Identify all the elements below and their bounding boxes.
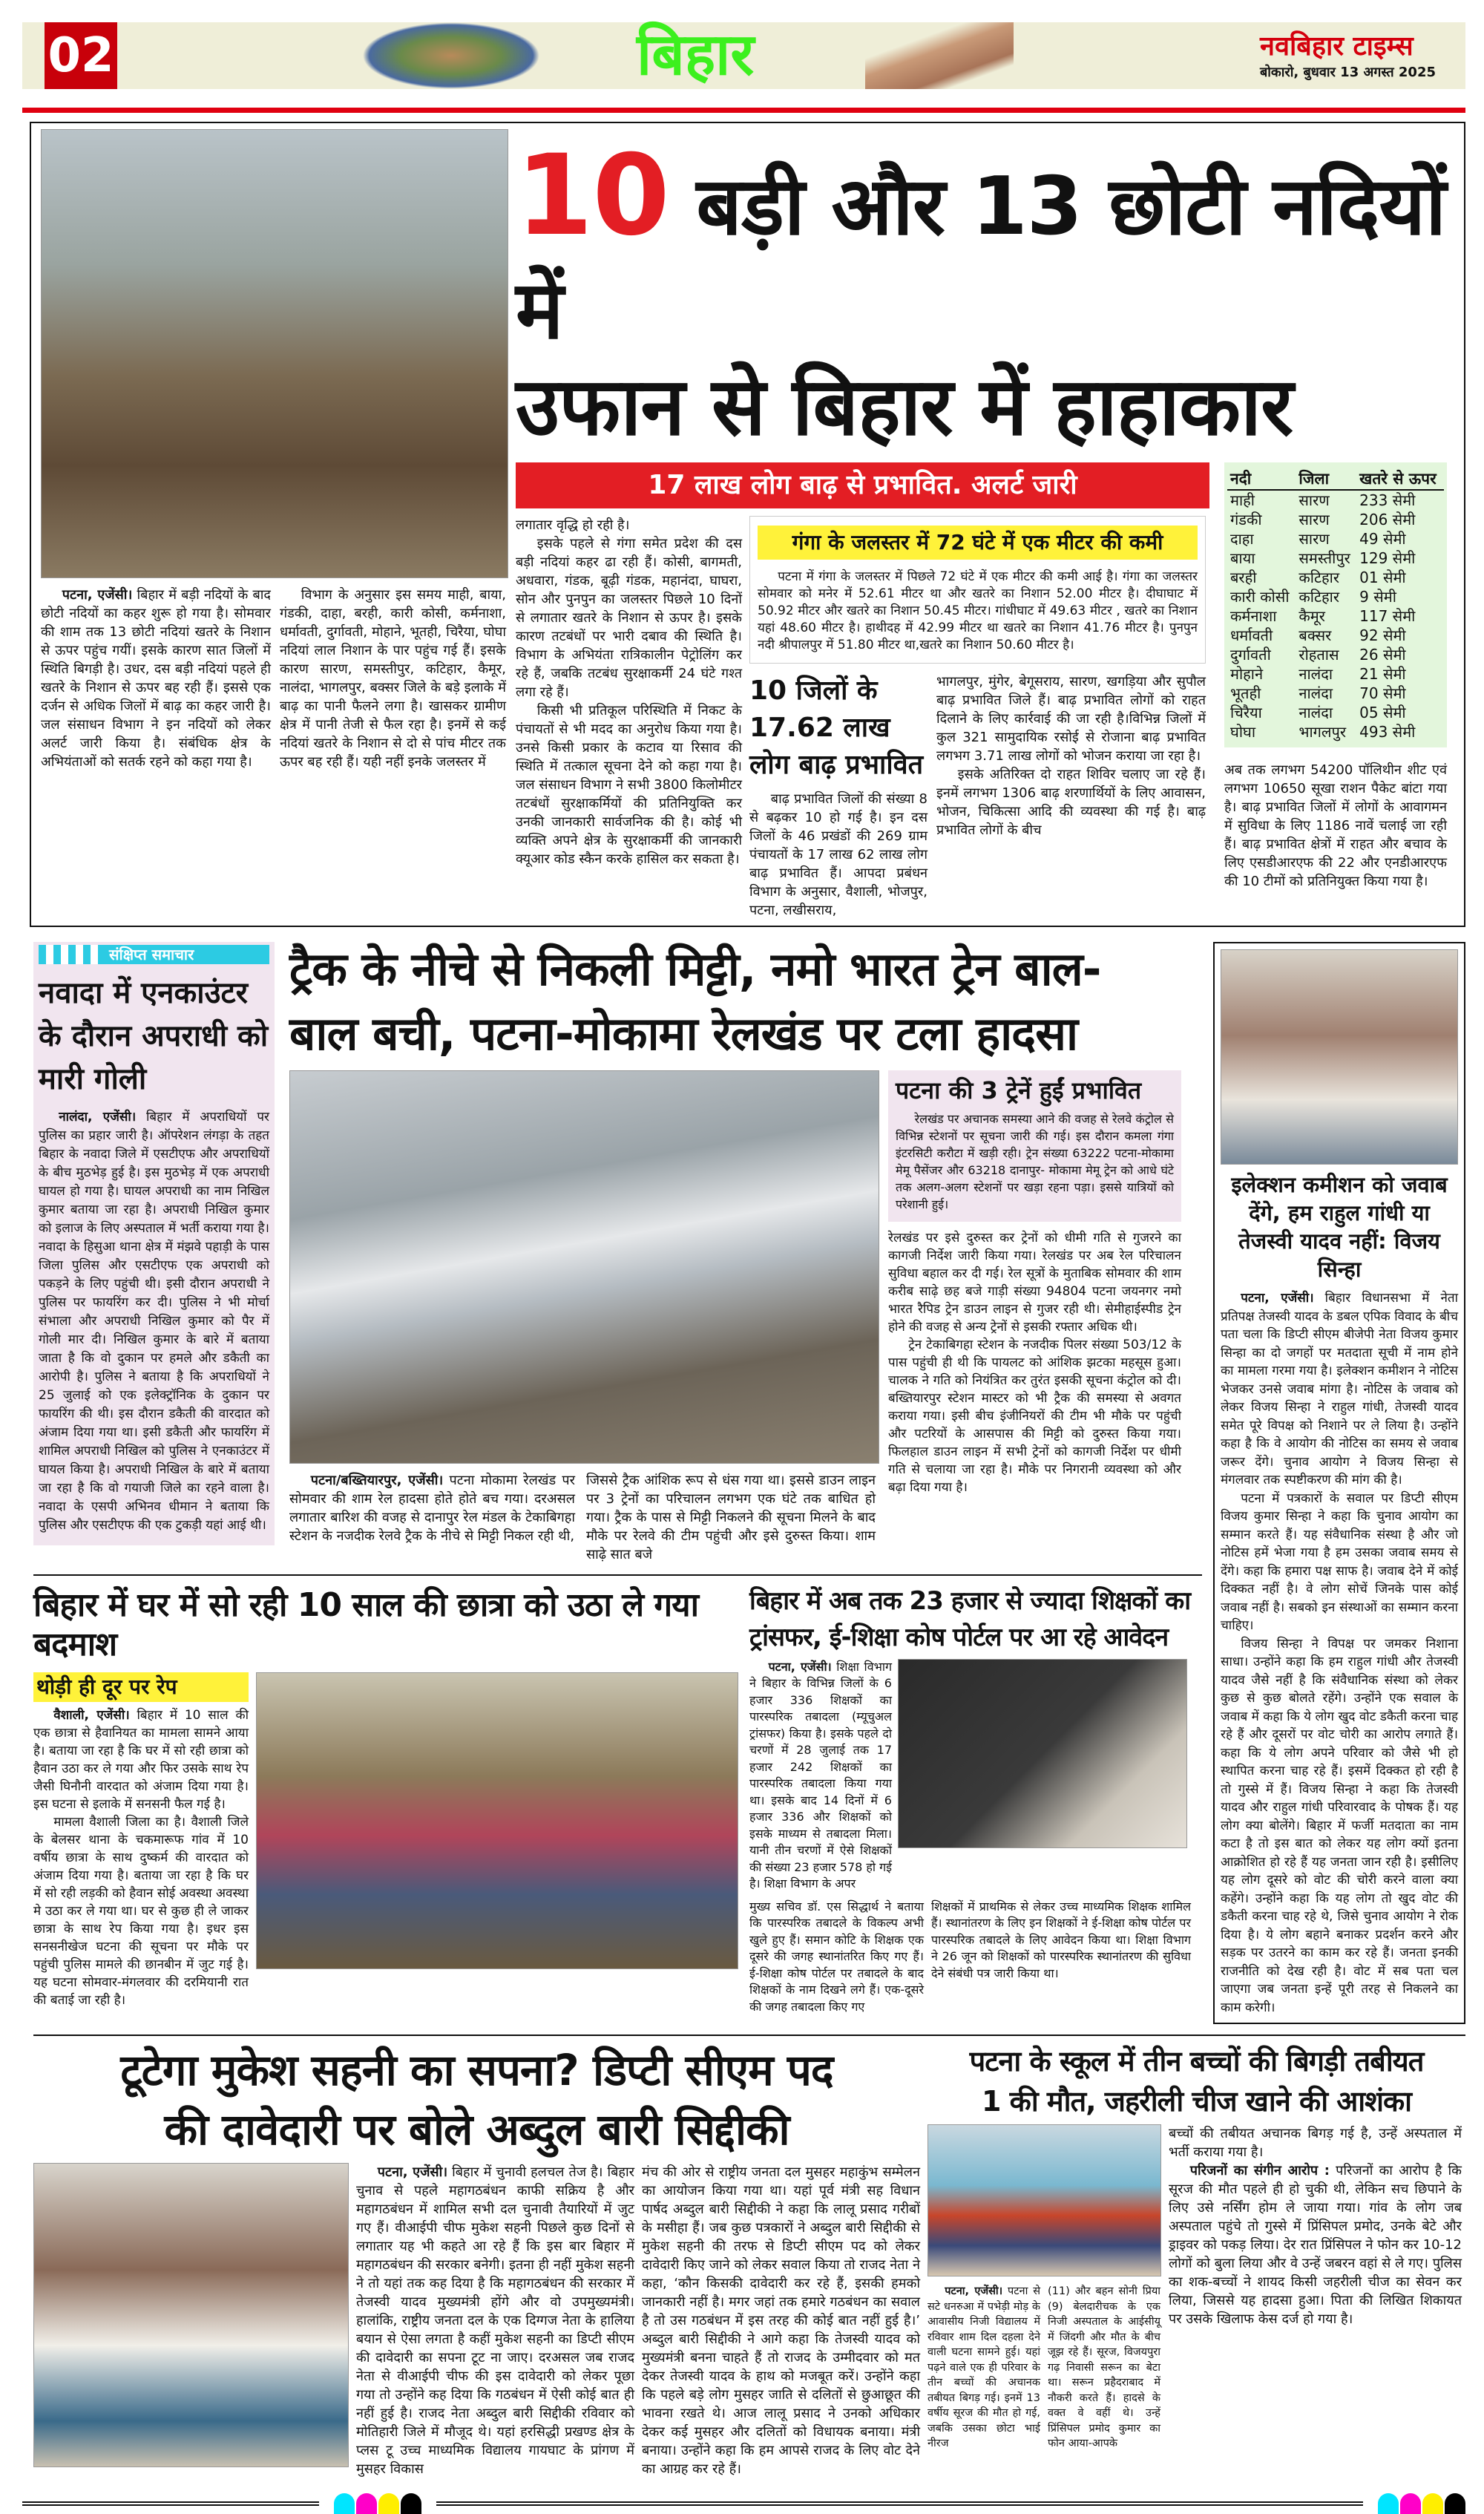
brief-news-column	[33, 942, 275, 1545]
header-band	[22, 22, 1465, 89]
brief-stripes	[46, 945, 98, 964]
table-row	[1227, 645, 1444, 664]
sinha-text: पटना में पत्रकारों के सवाल पर डिप्टी सीएम विजय कुमार सिन्हा ने कहा कि चुनाव आयोग का सम्मान करते हैं। यह संवैधानिक संस्था है और जो नोटिस हमें भेजा गया है हम उसका जवाब समय से देंगे। कहा कि हमारा पक्ष साफ है। जवाब देने में कोई दिक्कत नहीं है। वे लोग सोचें जिनके पास कोई जवाब नहीं है। सबको इन संस्थाओं का सम्मान करना चाहिए।	[1221, 1490, 1458, 1634]
cell-above-danger: 49 सेमी	[1359, 530, 1406, 549]
brief-label-text: संक्षिप्त समाचार	[109, 946, 194, 964]
table-row	[1227, 587, 1444, 606]
sahni-headline-line2: की दावेदारी पर बोले अब्दुल बारी सिद्दीकी	[164, 2104, 789, 2155]
train-col-2: जिससे ट्रैक आंशिक रूप से धंस गया था। इससे डाउन लाइन पर 3 ट्रेनों का परिचालन लगभग एक घंटे तक बाधित हो गया। ट्रैक के पास से मिट्टी निकलने की सूचना मिलने के बाद मौके पर रेलवे की टीम पहुंची और इसे दुरुस्त किया। शाम साढ़े सात बजे	[586, 1472, 876, 1562]
river-danger-table	[1227, 468, 1444, 742]
dateline: पटना/बख्तियारपुर, एजेंसी।	[310, 1472, 444, 1488]
school-text: पटना से सटे धनरुआ में पभेड़ी मोड़ के आवासीय निजी विद्यालय में रविवार शाम दिल दहला देने वाली घटना सामने हुई। यहां पढ़ने वाले एक ही परिवार के तीन बच्चों की अचानक तबीयत बिगड़ गई। इनमें 13 वर्षीय सूरज की मौत हो गई, जबकि उसका छोटा भाई नीरज	[928, 2285, 1040, 2450]
cell-river: बाया	[1230, 549, 1255, 568]
ganga-box-text: पटना में गंगा के जलस्तर में पिछले 72 घंटे में एक मीटर की कमी आई है। गंगा का जलस्तर सोमवार को मनेर में 52.61 मीटर था और खतरे का निशान 52.00 मीटर है। दीघाघाट में 50.92 मीटर और खतरे का निशान 50.45 मीटर। गांधीघाट में 49.63 मीटर , खतरे का निशान यहां 48.60 मीटर है। हाथीदह में 42.99 मीटर था खतरे का निशान 41.76 मीटर है। पुनपुन नदी श्रीपालपुर में 51.80 मीटर था,खतरे का निशान 50.60 मीटर है।	[758, 569, 1198, 653]
cell-river: धर्मावती	[1230, 626, 1273, 645]
flood-headline-line2: उफान से बिहार में हाहाकार	[516, 360, 1293, 454]
sinha-story-box	[1213, 942, 1465, 2024]
relief-text: अब तक लगभग 54200 पॉलिथीन शीट एवं लगभग 10650 सूखा राशन पैकेट बांटा गया है। बाढ़ प्रभावित जिलों में लोगों के आवागमन में सुविधा के लिए 1186 नावें चलाई जा रही हैं। बाढ़ प्रभावित क्षेत्रों में राहत और बचाव के लिए एसडीआरएफ की 22 और एनडीआरएफ की 10 टीमों को प्रतिनियुक्त किया गया है।	[1224, 762, 1447, 890]
header-red-rule	[22, 108, 1465, 113]
teachers-col-1	[749, 1659, 892, 1893]
flood-col-2: विभाग के अनुसार इस समय माही, बाया, गंडकी, दाहा, बरही, कारी कोसी, कर्मनाशा, धर्मावती, दुर्गावती, मोहाने, भूतही, चिरैया, घोघा नदियां लाल निशान के पार पहुंच गई हैं। इसके कारण सारण, समस्तीपुर, कटिहार, कैमूर, नालंदा, भागलपुर, बक्सर जिले के बड़े इलाके में बाढ़ का पानी फैलने लगा है। खासकर ग्रामीण क्षेत्र में पानी तेजी से फैल रहा है। इनमें से कई नदियां खतरे के निशान से दो से पांच मीटर तक ऊपर बह रही हैं। यही नहीं इनके जलस्तर में	[280, 587, 506, 770]
teachers-text: शिक्षा विभाग ने बिहार के विभिन्न जिलों के 6 हजार 336 शिक्षकों का पारस्परिक तबादला (म्यूचुअल ट्रांसफर) किया है। इसके पहले दो चरणों में 28 जुलाई तक 17 हजार 242 शिक्षकों का पारस्परिक तबादला किया गया था। इसके बाद 14 दिनों में 6 हजार 336 और शिक्षकों को इसके माध्यम से तबादला मिला। यानी तीन चरणों में ऐसे शिक्षकों की संख्या 23 हजार 578 हो गई है। शिक्षा विभाग के अपर	[749, 1659, 893, 1891]
flood-col-1	[41, 586, 271, 771]
flood-headline-number: 10	[516, 131, 669, 261]
flood-headline	[516, 129, 1454, 455]
cell-river: भूतही	[1230, 684, 1261, 703]
cmyk-registration-marks	[1378, 2493, 1465, 2514]
cell-district: भागलपुर	[1298, 723, 1347, 742]
flood-text: किसी भी प्रतिकूल परिस्थिति में निकट के पंचायतों से भी मदद का अनुरोध किया गया है। उनसे किसी प्रकार के कटाव या रिसाव की स्थिति में तत्काल सूचना देने को कहा गया है। जल संसाधन विभाग ने सभी 3800 किलोमीटर तटबंधों सुरक्षाकर्मियों की प्रतिनियुक्ति कर उनकी जानकारी सार्वजनिक की है। कोई भी व्यक्ति अपने क्षेत्र के सुरक्षाकर्मी की जानकारी क्यूआर कोड स्कैन करके हासिल कर सकता है।	[516, 703, 742, 868]
river-danger-table-box	[1224, 462, 1447, 747]
flood-headline-line1: बड़ी और 13 छोटी नदियों में	[516, 160, 1446, 357]
flood-story-box	[30, 122, 1465, 927]
vaishali-text: मामला वैशाली जिला का है। वैशाली जिले के बेलसर थाना के चकमारूफ गांव में 10 वर्षीय छात्रा के साथ दुष्कर्म की वारदात को अंजाम दिया गया है। बताया जा रहा है कि घर में सो रही लड़की को हैवान सोई अवस्था अवस्था मे उठा कर ले गया था। घर से कुछ ही ले जाकर छात्रा के साथ रेप किया गया है। इधर इस सनसनीखेज घटना की सूचना पर मौके पर पहुंची पुलिस मामले की छानबीन में जुट गई है। यह घटना सोमवार-मंगलवार की दरमियानी रात की बताई जा रही है।	[33, 1814, 249, 2008]
districts-col-2	[936, 672, 1206, 839]
brief-text: बिहार में अपराधियों पर पुलिस का प्रहार जारी है। ऑपरेशन लंगड़ा के तहत बिहार के नवादा जिले में एसटीएफ और अपराधियों के बीच मुठभेड़ हुई है। इस मुठभेड़ में एक अपराधी घायल हो गया है। घायल अपराधी का नाम निखिल कुमार बताया जा रहा है। अपराधी निखिल कुमार को इलाज के लिए अस्पताल में भर्ती कराया गया है। नवादा के हिसुआ थाना क्षेत्र में मंझवे पहाड़ी के पास जिला पुलिस और एसटीएफ एक अपराधी को पकड़ने के लिए पहुंची थी। इसी दौरान अपराधी ने पुलिस पर फायरिंग कर दी। पुलिस ने भी मोर्चा संभाला और अपराधी निखिल कुमार को पैर में गोली मार दी। निखिल कुमार के बारे में बताया जाता है कि वो दुकान पर हमले और डकैती का आरोपी है। पुलिस ने बताया है कि अपराधियों ने 25 जुलाई को एक इलेक्ट्रॉनिक के दुकान पर फायरिंग की थी। इस दौरान डकैती की वारदात को अंजाम दिया गया था। इसी डकैती और फायरिंग में शामिल अपराधी निखिल को पुलिस ने एनकाउंटर में घायल किया है। अपराधी निखिल के बारे में बताया जा रहा है कि वो गयाजी जिले का रहने वाला है। नवादा के एसपी अभिनव धीमान ने बताया कि पुलिस और एसटीएफ की एक टुकड़ी यहां आई थी।	[39, 1110, 269, 1533]
table-row	[1227, 510, 1444, 529]
section-title: बिहार	[637, 22, 755, 89]
table-row	[1227, 529, 1444, 549]
blackboard-teacher-photo	[898, 1659, 1187, 1848]
cell-above-danger: 92 सेमी	[1359, 626, 1406, 645]
teachers-col-1b: मुख्य सचिव डॉ. एस सिद्धार्थ ने बताया कि पारस्परिक तबादले के विकल्प अभी खुले हुए हैं। समान कोटि के शिक्षक एक दूसरे की जगह स्थानांतरित किए गए हैं। ई-शिक्षा कोष पोर्टल पर तबादले के बाद शिक्षकों के नाम दिखने लगे हैं। एक-दूसरे की जगह तबादला किए गए	[749, 1899, 924, 2014]
vaishali-village-photo	[256, 1672, 738, 1969]
dateline: पटना, एजेंसी।	[62, 587, 133, 603]
table-row	[1227, 703, 1444, 722]
cell-district: सारण	[1298, 530, 1330, 549]
school-col-3	[1169, 2124, 1462, 2328]
cell-district: समस्तीपुर	[1298, 549, 1350, 568]
cell-river: माही	[1230, 491, 1255, 510]
dateline: पटना, एजेंसी।	[768, 1659, 832, 1674]
train-sidebar-title: पटना की 3 ट्रेनें हुईं प्रभावित	[896, 1076, 1142, 1104]
cell-river: घोघा	[1230, 723, 1255, 742]
divider	[33, 1574, 1202, 1576]
districts-text: भागलपुर, मुंगेर, बेगूसराय, सारण, खगड़िया और सुपौल बाढ़ प्रभावित जिले हैं। बाढ़ प्रभावित लोगों को राहत दिलाने के लिए कार्रवाई की जा रही है।विभिन्न जिलों में कुल 321 सामुदायिक रसोई से रोजाना बाढ़ प्रभावित लगभग 3.71 लाख लोगों को भोजन कराया जा रहा है।	[936, 674, 1206, 765]
sinha-text: बिहार विधानसभा में नेता प्रतिपक्ष तेजस्वी यादव के डबल एपिक विवाद के बीच पता चला कि डिप्टी सीएम बीजेपी नेता विजय कुमार सिन्हा का दो जगहों पर मतदाता सूची में नाम होने का मामला गरमा गया है। इलेक्शन कमीशन ने नोटिस भेजकर उनसे जवाब मांगा है। नोटिस के जवाब को लेकर विजय सिन्हा ने राहुल गांधी, तेजस्वी यादव समेत पूरे विपक्ष को निशाने पर ले लिया है। उन्होंने कहा है कि वे आयोग की नोटिस का समय से जवाब जरूर देंगे। चुनाव आयोग ने विजय सिन्हा से मंगलवार तक स्पष्टीकरण की मांग की है।	[1221, 1291, 1458, 1488]
school-subhead: परिजनों का संगीन आरोप :	[1189, 2163, 1330, 2179]
dateline: वैशाली, एजेंसी।	[53, 1707, 130, 1723]
school-headline-line1: पटना के स्कूल में तीन बच्चों की बिगड़ी तबीयत	[969, 2045, 1424, 2078]
bottom-rule	[436, 2501, 1363, 2506]
table-row	[1227, 606, 1444, 626]
train-headline-line1: ट्रैक के नीचे से निकली मिट्टी, नमो भारत ट्रेन बाल-	[289, 942, 1101, 997]
cell-above-danger: 9 सेमी	[1359, 588, 1396, 606]
cell-district: सारण	[1298, 511, 1330, 529]
dateline: पटना, एजेंसी।	[377, 2164, 448, 2181]
page-number: 02	[45, 22, 117, 89]
cell-river: चिरैया	[1230, 704, 1262, 722]
table-row	[1227, 684, 1444, 703]
table-header-above-danger: खतरे से ऊपर	[1356, 468, 1444, 490]
vaishali-body	[33, 1706, 249, 2009]
table-row	[1227, 490, 1444, 510]
vijay-sinha-photo	[1221, 949, 1458, 1165]
school-children-photo	[928, 2124, 1161, 2276]
sahni-tejashwi-photo	[33, 2163, 349, 2467]
cell-district: कटिहार	[1298, 569, 1340, 587]
flood-text: लगातार वृद्धि हो रही है।	[516, 517, 630, 534]
table-header-river: नदी	[1227, 468, 1296, 490]
school-text: बच्चों की तबीयत अचानक बिगड़ गई है, उन्हें अस्पताल में भर्ती कराया गया है।	[1169, 2126, 1462, 2161]
table-header-district: जिला	[1296, 468, 1356, 490]
cell-above-danger: 26 सेमी	[1359, 646, 1406, 664]
train-text: ट्रेन टेकाबिगहा स्टेशन के नजदीक पिलर संख्या 503/12 के पास पहुंची ही थी कि पायलट को आंशिक झटका महसूस हुआ। चालक ने गति को नियंत्रित कर तुरंत इसकी सूचना कंट्रोल को दी। बख्तियारपुर स्टेशन मास्टर को भी ट्रैक की समस्या से अवगत कराया गया। इसी बीच इंजीनियरों की टीम भी मौके पर पहुंची और पटरियों के आसपास की मिट्टी को दुरुस्त किया गया। फिलहाल डाउन लाइन में सभी ट्रेनों को कागजी निर्देश पर धीमी गति से चलाया जा रहा है। मौके पर निगरानी व्यवस्था को और बढ़ा दिया गया है।	[888, 1337, 1181, 1495]
cmyk-registration-marks	[334, 2493, 421, 2514]
table-row	[1227, 549, 1444, 568]
cell-district: नालंदा	[1298, 665, 1333, 684]
cell-district: नालंदा	[1298, 684, 1333, 703]
edition-date: बोकारो, बुधवार 13 अगस्त 2025	[1259, 64, 1436, 80]
divider	[33, 2035, 1465, 2036]
sahni-text: बिहार में चुनावी हलचल तेज है। बिहार चुनाव से पहले महागठबंधन काफी सक्रिय है और महागठबंधन में शामिल सभी दल चुनावी तैयारियों में जुट गए हैं। वीआईपी चीफ मुकेश सहनी पिछले कुछ दिनों से लगातार यह भी कहते आ रहे हैं कि इस बार बिहार में महागठबंधन की सरकार बनेगी। इतना ही नहीं मुकेश सहनी ने तो यहां तक कह दिया है कि महागठबंधन की सरकार में तेजस्वी यादव मुख्यमंत्री होंगे और वो उपमुख्यमंत्री। हालांकि, राष्ट्रीय जनता दल के एक दिग्गज नेता के हालिया बयान से ऐसा लगता है कहीं मुकेश सहनी का डिप्टी सीएम की दावेदारी का सपना टूट ना जाए। दरअसल जब राजद नेता से वीआईपी चीफ की इस दावेदारी को लेकर पूछा गया तो उन्होंने कह दिया कि गठबंधन में ऐसी कोई बात ही नहीं हुई है। राजद नेता अब्दुल बारी सिद्दीकी रविवार को मोतिहारी जिले में मौजूद थे। यहां हरसिद्धी प्रखण्ड क्षेत्र के प्लस टू उच्च माध्यमिक विद्यालय गायघाट के प्रांगण में मुसहर विकास	[356, 2164, 635, 2478]
namo-bharat-train-photo	[289, 1070, 879, 1464]
table-row	[1227, 626, 1444, 645]
cell-above-danger: 70 सेमी	[1359, 684, 1406, 703]
dateline: पटना, एजेंसी।	[1241, 1291, 1314, 1306]
vaishali-headline: बिहार में घर में सो रही 10 साल की छात्रा को उठा ले गया बदमाश	[33, 1585, 699, 1663]
statue-figure-image	[865, 22, 1014, 89]
table-row	[1227, 722, 1444, 742]
brief-body	[39, 1108, 269, 1535]
flood-col-3	[516, 516, 742, 868]
cell-above-danger: 01 सेमी	[1359, 569, 1406, 587]
cell-above-danger: 21 सेमी	[1359, 665, 1406, 684]
table-row	[1227, 664, 1444, 684]
flood-boat-photo	[41, 129, 508, 578]
cell-district: कटिहार	[1298, 588, 1340, 606]
cell-above-danger: 206 सेमी	[1359, 511, 1416, 529]
train-col-3	[888, 1229, 1181, 1496]
cell-river: कर्मनाशा	[1230, 607, 1277, 626]
school-col-2: (11) और बहन सोनी प्रिया (9) बेलदारीचक के एक निजी अस्पताल के आईसीयू में जिंदगी और मौत के बीच जूझ रहे हैं। सूरज, विजयपुरा गढ़ निवासी सरून का बेटा था। सरून प्रहैदराबाद में नौकरी करते हैं। हादसे के वक्त वे वहीं थे। उन्हें प्रिंसिपल प्रमोद कुमार का फोन आया-आपके	[1048, 2285, 1160, 2450]
vaishali-text: बिहार में 10 साल की एक छात्रा से हैवानियत का मामला सामने आया है। बताया जा रहा है कि घर में सो रही छात्रा को हैवान उठा कर ले गया और फिर उसके साथ रेप जैसी घिनौनी वारदात को अंजाम दिया गया है। इस घटना से इलाके में सनसनी फैल गई है।	[33, 1707, 249, 1812]
districts-text-1: बाढ़ प्रभावित जिलों की संख्या 8 से बढ़कर 10 हो गई है। इन दस जिलों के 46 प्रखंडों की 269 ग्राम पंचायतों के 17 लाख 62 लाख लोग बाढ़ प्रभावित हैं। आपदा प्रबंधन विभाग के अनुसार, वैशाली, भोजपुर, पटना, लखीसराय,	[749, 791, 928, 919]
school-text: परिजनों का आरोप है कि सूरज की मौत पहले ही हो चुकी थी, लेकिन सच छिपाने के लिए उसे नर्सिंग होम ले जाया गया। गांव के लोग जब अस्पताल पहुंचे तो गुस्से में प्रिंसिपल प्रमोद, उनके बेटे और ड्राइवर को पकड़ लिया। देर रात प्रिंसिपल ने फोन कर 10-12 लोगों को बुला लिया और वे उन्हें जबरन वहां से ले गए। पुलिस का शक-बच्चों ने शायद किसी जहरीली चीज का सेवन कर लिया, जिससे यह हादसा हुआ। पिता की लिखित शिकायत पर उसके खिलाफ केस दर्ज हो गया है।	[1169, 2163, 1462, 2328]
districts-headline: 10 जिलों के 17.62 लाख लोग बाढ़ प्रभावित	[749, 675, 924, 781]
bihar-map-collage-image	[362, 22, 540, 89]
sahni-col-2: मंच की ओर से राष्ट्रीय जनता दल मुसहर महाकुंभ सम्मेलन का आयोजन किया गया था। यहां पूर्व मंत्री सह विधान पार्षद अब्दुल बारी सिद्दीकी ने कहा कि लालू प्रसाद गरीबों के मसीहा हैं। जब कुछ पत्रकारों ने अब्दुल बारी सिद्दीकी से मुकेश सहनी की तरफ से डिप्टी सीएम पद को लेकर दावेदारी किए जाने को लेकर सवाल किया तो राजद नेता ने कहा, ‘कौन किसकी दावेदारी कर रहे हैं, इसकी हमको जानकारी नहीं है। मगर जहां तक हमारे गठबंधन का सवाल है तो उस गठबंधन में इस तरह की कोई बात नहीं हुई है।’ अब्दुल बारी सिद्दीकी ने आगे कहा कि तेजस्वी यादव को मुख्यमंत्री बनना चाहते हैं तो राजद के उम्मीदवार को मत देकर तेजस्वी यादव के हाथ को मजबूत करें। उन्होंने कहा कि पहले बड़े लोग मुसहर जाति से दलितों से छुआछूत की भावना रखते थे। आज लालू प्रसाद ने उनको अधिकार देकर कई मुसहर और दलितों को विधायक बनाया। मंत्री बनाया। उन्होंने कहा कि हम आपसे राजद के लिए वोट देने का आग्रह कर रहे हैं।	[642, 2164, 920, 2478]
train-col-1	[289, 1471, 575, 1545]
districts-text: इसके अतिरिक्त दो राहत शिविर चलाए जा रहे हैं। इनमें लगभग 1306 बाढ़ शरणार्थियों के लिए आवासन, भोजन, चिकित्सा आदि की व्यवस्था की गई है। बाढ़ प्रभावित लोगों के बीच	[936, 767, 1206, 839]
sahni-col-1	[356, 2163, 634, 2478]
brief-news-label	[39, 945, 269, 964]
train-sidebar-box	[888, 1070, 1181, 1222]
teachers-headline-line2: ट्रांसफर, ई-शिक्षा कोष पोर्टल पर आ रहे आवेदन	[749, 1622, 1169, 1652]
cell-above-danger: 129 सेमी	[1359, 549, 1416, 568]
school-headline-line2: 1 की मौत, जहरीली चीज खाने की आशंका	[981, 2084, 1411, 2118]
masthead-block	[1260, 25, 1436, 86]
cell-river: दाहा	[1230, 530, 1254, 549]
cell-river: बरही	[1230, 569, 1257, 587]
cell-above-danger: 117 सेमी	[1359, 607, 1416, 626]
cell-river: कारी कोसी	[1230, 588, 1290, 606]
teachers-col-2: शिक्षकों में प्राथमिक से लेकर उच्च माध्यमिक शिक्षक शामिल हैं। स्थानांतरण के लिए इन शिक्षकों ने ई-शिक्षा कोष पोर्टल पर पारस्परिक तबादले के लिए आवेदन किया था। शिक्षा विभाग ने 26 जून को शिक्षकों को पारस्परिक स्थानांतरण की सुविधा देने संबंधी पत्र जारी किया था।	[931, 1899, 1191, 1980]
cell-district: रोहतास	[1298, 646, 1339, 664]
flood-alert-banner: 17 लाख लोग बाढ़ से प्रभावित. अलर्ट जारी	[516, 462, 1209, 508]
table-row	[1227, 568, 1444, 587]
flood-text: बिहार में बड़ी नदियों के बाद छोटी नदियों का कहर शुरू हो गया है। सोमवार की शाम तक 13 छोटी नदियां खतरे के निशान से ऊपर पहुंच गयीं। इसके कारण सात जिलों में स्थिति बिगड़ी है। उधर, दस बड़ी नदियां पहले ही खतरे के निशान से ऊपर बह रही हैं। इससे एक दर्जन से अधिक जिलों में बाढ़ का कहर जारी है। जल संसाधन विभाग ने इन नदियों को लेकर अलर्ट जारी किया है। संबंधिक क्षेत्र के अभियंताओं को सतर्क रहने को कहा गया है।	[41, 587, 271, 770]
sinha-headline: इलेक्शन कमीशन को जवाब देंगे, हम राहुल गांधी या तेजस्वी यादव नहीं: विजय सिन्हा	[1231, 1172, 1448, 1283]
cell-district: बक्सर	[1298, 626, 1332, 645]
cell-river: दुर्गावती	[1230, 646, 1271, 664]
sinha-body	[1221, 1289, 1458, 2017]
cell-above-danger: 233 सेमी	[1359, 491, 1416, 510]
bottom-rule	[22, 2501, 319, 2506]
cell-above-danger: 493 सेमी	[1359, 723, 1416, 742]
cell-district: सारण	[1298, 491, 1330, 510]
vaishali-subhead: थोड़ी ही दूर पर रेप	[33, 1672, 249, 1702]
train-headline-line2: बाल बची, पटना-मोकामा रेलखंड पर टला हादसा	[289, 1006, 1078, 1061]
sahni-headline-line1: टूटेगा मुकेश सहनी का सपना? डिप्टी सीएम पद	[120, 2045, 833, 2096]
teachers-headline-line1: बिहार में अब तक 23 हजार से ज्यादा शिक्षकों का	[749, 1585, 1190, 1616]
train-sidebar-text: रेलखंड पर अचानक समस्या आने की वजह से रेलवे कंट्रोल से विभिन्न स्टेशनों पर सूचना जारी की गई। इस दौरान कमला गंगा इंटरसिटी करौटा में खड़ी रही। ट्रेन संख्या 63222 पटना-मोकामा मेमू पैसेंजर और 63218 दानापुर- मोकामा मेमू ट्रेन को आधे घंटे तक अलग-अलग स्टेशनों पर खड़ा रहना पड़ा। इससे यात्रियों को परेशानी हुई।	[896, 1111, 1174, 1211]
train-text: पटना मोकामा रेलखंड पर सोमवार की शाम रेल हादसा होते होते बच गया। दरअसल लगातार बारिश की वजह से दानापुर रेल मंडल के टेकाबिगहा स्टेशन के नजदीक रेलवे ट्रैक के नीचे से मिट्टी निकल रही थी,	[289, 1472, 575, 1544]
cell-above-danger: 05 सेमी	[1359, 704, 1406, 722]
school-col-1	[928, 2284, 1040, 2452]
train-text: रेलखंड पर इसे दुरुस्त कर ट्रेनों को धीमी गति से गुजरने का कागजी निर्देश जारी किया गया। रेलखंड पर अब रेल परिचालन सुविधा बहाल कर दी गई। रेल सूत्रों के मुताबिक सोमवार की शाम करीब साढ़े छह बजे गाड़ी संख्या 94804 पटना जयनगर नमो भारत रैपिड ट्रेन डाउन लाइन से गुजर रही थी। सेमीहाईस्पीड ट्रेन होने की वजह से अन्य ट्रेनों से इसकी रफ्तार अधिक थी।	[888, 1230, 1181, 1335]
brief-headline: नवादा में एनकाउंटर के दौरान अपराधी को मारी गोली	[39, 976, 269, 1097]
dateline: पटना, एजेंसी।	[945, 2285, 1003, 2298]
cell-river: गंडकी	[1230, 511, 1262, 529]
cell-district: नालंदा	[1298, 704, 1333, 722]
masthead-logo: नवबिहार टाइम्स	[1259, 30, 1414, 62]
ganga-box	[749, 516, 1206, 664]
dateline: नालंदा, एजेंसी।	[59, 1110, 137, 1125]
flood-text: इसके पहले से गंगा समेत प्रदेश की दस बड़ी नदियां कहर ढा रही हैं। कोसी, बागमती, अधवारा, गंडक, बूढ़ी गंडक, महानंदा, घाघरा, सोन और पुनपुन का जलस्तर पिछले 10 दिनों से लगातार खतरे के निशान से ऊपर है। इसके कारण तटबंधों पर भारी दबाव की स्थिति है। विभाग के अभियंता रात्रिकालीन पेट्रोलिंग कर रहे हैं, जबकि तटबंध सुरक्षाकर्मी 24 घंटे गश्त लगा रहे हैं।	[516, 536, 742, 701]
print-marks-row	[22, 2493, 1465, 2514]
ganga-box-title: गंगा के जलस्तर में 72 घंटे में एक मीटर की कमी	[758, 526, 1198, 560]
cell-river: मोहाने	[1230, 665, 1264, 684]
sinha-text: विजय सिन्हा ने विपक्ष पर जमकर निशाना साधा। उन्होंने कहा कि हम राहुल गांधी और तेजस्वी यादव जैसे नहीं है कि संवैधानिक संस्था को लेकर कुछ से कुछ बोलते रहेंगे। उन्होंने एक सवाल के जवाब में कहा कि ये लोग खुद वोट डकैती करना चाह रहे हैं और दूसरों पर वोट चोरी का आरोप लगाते हैं। कहा कि ये लोग अपने परिवार को जैसे भी हो स्थापित करना चाह रहे हैं। इसमें दिक्कत हो रही है तो गुस्से में हैं। विजय सिन्हा ने कहा कि तेजस्वी यादव और राहुल गांधी परिवारवाद के पोषक हैं। यह लोग क्या बोलेंगे। बिहार में फर्जी मतदाता का नाम कटा है तो इस बात को लेकर यह लोग क्यों इतना आक्रोशित हो रहे हैं यह जनता जान रही है। इसीलिए यह लोग दूसरे को वोट की चोरी करने वाला क्या कहेंगे। उन्होंने कहा कि यह लोग तो खुद वोट की डकैती करना चाह रहे थे, जिसे चुनाव आयोग ने रोक दिया है। ये लोग बहाने बनाकर प्रदर्शन करने और सड़क पर उतरने का काम कर रहे हैं। जनता इनकी राजनीति को देख रही है। वोट में सब पता चल जाएगा जब जनता इन्हें पूरी तरह से निकलने का काम करेगी।	[1221, 1636, 1458, 2015]
cell-district: कैमूर	[1298, 607, 1325, 626]
